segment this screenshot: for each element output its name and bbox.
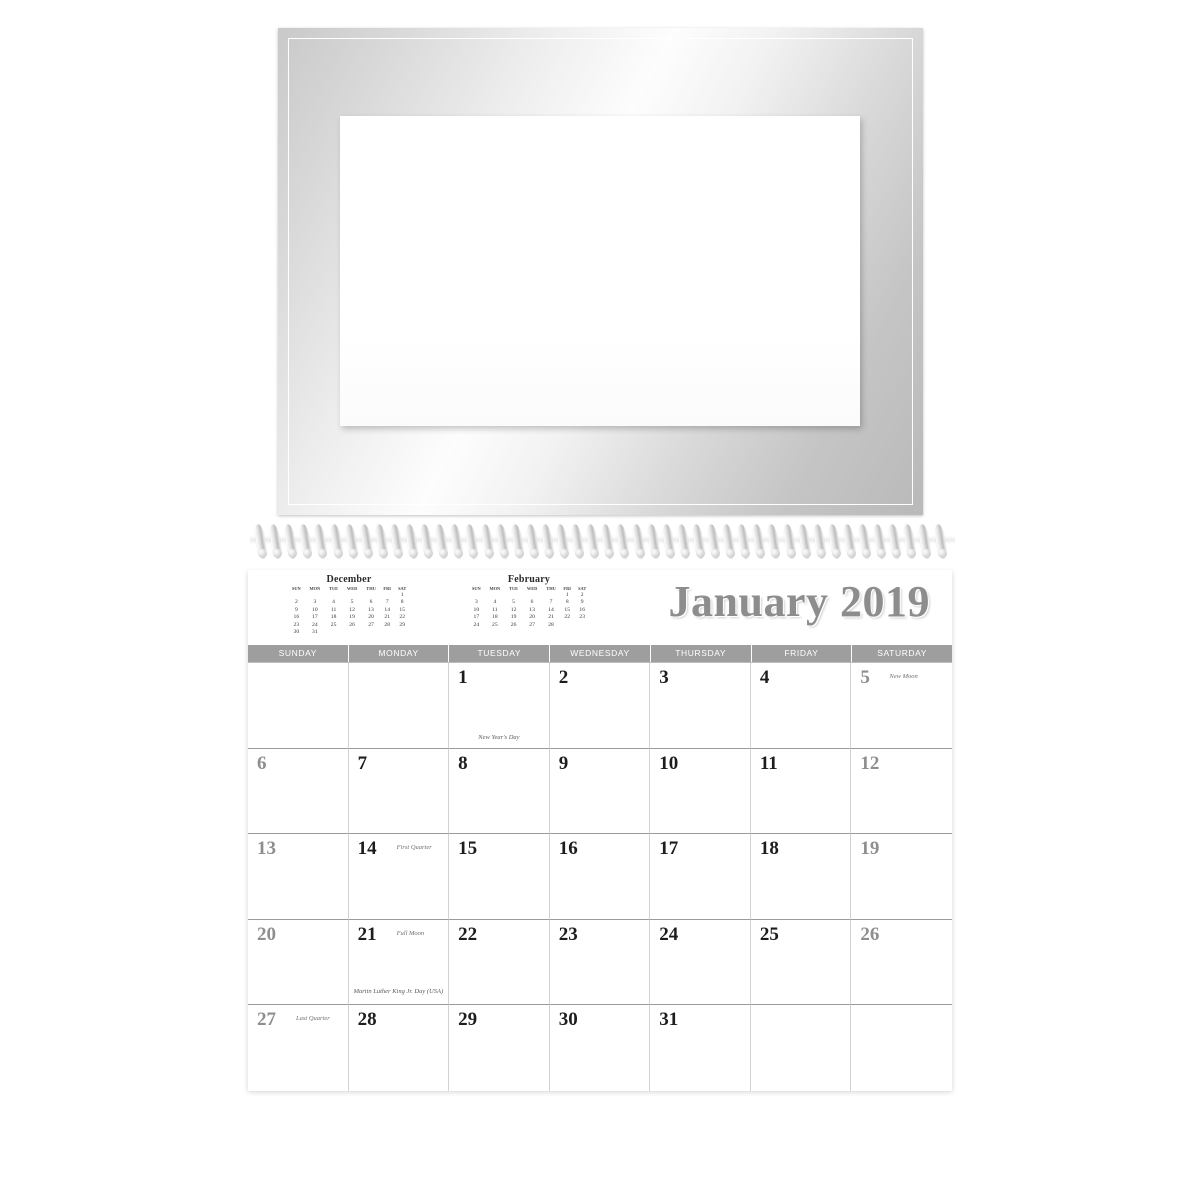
day-cell-27[interactable]	[248, 1005, 349, 1091]
day-cell-8[interactable]	[449, 749, 550, 835]
weekday-header-sunday: SUNDAY	[248, 645, 349, 662]
day-number: 9	[558, 752, 569, 774]
mini-day-cell: 11	[492, 606, 498, 613]
mini-weekday: WED	[526, 586, 538, 591]
mini-day-cell	[305, 592, 325, 599]
mini-weekday: FRI	[383, 586, 391, 591]
mini-day-cell	[394, 629, 410, 636]
mini-day-cell	[505, 592, 522, 599]
mini-day-cell: 4	[332, 599, 335, 606]
day-cell-3[interactable]	[650, 663, 751, 749]
mini-day-cell: 18	[492, 614, 498, 621]
mini-day-cell: 9	[294, 606, 298, 613]
mini-weekday: FRI	[563, 586, 571, 591]
mini-day-cell	[380, 629, 394, 636]
mini-month-february	[468, 574, 590, 636]
mini-day-cell: 16	[293, 614, 300, 621]
mini-day-cell: 7	[549, 599, 553, 606]
moon-phase-label: First Quarter	[396, 844, 432, 852]
mini-month-table	[468, 586, 590, 629]
spiral-coil	[661, 524, 675, 559]
weekday-header-thursday: THURSDAY	[651, 645, 752, 662]
mini-day-cell: 21	[384, 614, 390, 621]
mini-day-cell: 2	[294, 599, 298, 606]
mini-day-cell: 30	[293, 629, 300, 636]
mini-day-cell: 14	[548, 606, 554, 613]
spiral-binding	[250, 520, 955, 568]
mini-week-row	[288, 622, 410, 629]
mini-week-row	[288, 629, 410, 636]
day-cell-26[interactable]	[851, 920, 952, 1006]
day-number: 21	[357, 923, 377, 945]
mini-day-cell: 24	[312, 621, 318, 628]
weekday-header-monday: MONDAY	[349, 645, 450, 662]
day-cell-21[interactable]	[349, 920, 450, 1006]
weekday-header-friday: FRIDAY	[752, 645, 853, 662]
day-cell-14[interactable]	[349, 834, 450, 920]
day-number: 18	[759, 838, 779, 860]
mini-day-cell: 20	[529, 614, 535, 621]
mini-day-cell: 22	[564, 614, 570, 621]
mini-day-cell: 10	[312, 606, 318, 613]
spiral-coil	[646, 524, 660, 559]
day-number: 24	[659, 923, 679, 945]
day-cell-20[interactable]	[248, 920, 349, 1006]
mini-day-cell: 15	[399, 606, 405, 613]
mini-day-cell: 15	[564, 606, 570, 613]
day-number: 29	[458, 1009, 478, 1031]
day-cell-28[interactable]	[349, 1005, 450, 1091]
day-number: 12	[860, 752, 880, 774]
day-cell-19[interactable]	[851, 834, 952, 920]
day-number: 7	[357, 752, 368, 774]
mini-week-row	[468, 599, 590, 606]
mini-day-cell	[288, 592, 305, 599]
mini-week-row	[468, 607, 590, 614]
spiral-coil	[480, 524, 494, 559]
day-number: 13	[257, 838, 276, 860]
mini-day-cell: 19	[349, 614, 355, 621]
day-cell-11[interactable]	[751, 749, 852, 835]
moon-phase-label: Last Quarter	[296, 1015, 330, 1023]
day-number: 11	[759, 752, 778, 774]
mini-day-cell: 26	[349, 621, 355, 628]
mini-day-cell: 6	[530, 599, 534, 606]
day-number: 6	[257, 752, 267, 774]
mini-week-row	[288, 599, 410, 606]
mini-weekday: SAT	[398, 586, 407, 591]
day-cell-1[interactable]	[449, 663, 550, 749]
mini-day-cell: 18	[330, 614, 337, 621]
mini-day-cell	[325, 592, 342, 599]
day-number: 27	[257, 1009, 276, 1031]
weekday-header-wednesday: WEDNESDAY	[550, 645, 651, 662]
mini-day-cell: 22	[399, 614, 405, 621]
mini-day-cell	[522, 592, 542, 599]
calendar-sheet	[248, 570, 952, 1090]
day-number: 3	[659, 667, 669, 688]
spiral-coil	[812, 524, 826, 559]
day-number: 25	[759, 923, 779, 945]
mini-day-cell: 6	[369, 599, 373, 606]
day-number: 28	[357, 1009, 377, 1031]
day-cell-12[interactable]	[851, 749, 952, 835]
day-number: 15	[458, 838, 478, 860]
mini-day-cell: 7	[385, 599, 389, 606]
mini-day-cell	[574, 622, 590, 629]
mini-day-cell: 23	[579, 614, 585, 621]
day-number: 23	[558, 923, 578, 945]
mini-day-cell: 31	[312, 629, 318, 636]
mini-day-cell: 14	[384, 606, 390, 613]
mini-day-cell: 13	[368, 606, 374, 613]
mini-day-cell: 17	[312, 614, 318, 621]
day-cell-30[interactable]	[550, 1005, 651, 1091]
day-cell-9[interactable]	[550, 749, 651, 835]
mini-month-table	[288, 586, 410, 636]
day-cell-empty	[248, 663, 349, 749]
day-number: 22	[458, 923, 478, 945]
mini-day-cell: 27	[368, 621, 374, 628]
mini-weekday: WED	[346, 586, 358, 591]
mini-day-cell	[362, 592, 380, 599]
mini-day-cell: 10	[473, 606, 480, 613]
mini-day-cell	[542, 592, 560, 599]
mini-week-row	[288, 607, 410, 614]
mini-day-cell: 9	[580, 599, 584, 606]
mini-day-cell: 21	[548, 614, 554, 621]
mini-day-cell: 23	[293, 621, 300, 628]
day-number: 14	[357, 838, 377, 860]
weekday-header-row	[248, 645, 952, 662]
mini-weekday: TUE	[329, 586, 339, 591]
mini-day-cell: 12	[349, 606, 355, 613]
day-cell-22[interactable]	[449, 920, 550, 1006]
day-number: 17	[659, 838, 679, 860]
photo-image-placeholder	[340, 116, 860, 426]
spiral-coil	[495, 524, 509, 559]
day-cell-23[interactable]	[550, 920, 651, 1006]
weekday-header-tuesday: TUESDAY	[449, 645, 550, 662]
day-cell-15[interactable]	[449, 834, 550, 920]
day-cell-16[interactable]	[550, 834, 651, 920]
day-number: 4	[759, 667, 770, 688]
mini-weekday: SAT	[578, 586, 587, 591]
moon-phase-label: New Moon	[889, 673, 918, 680]
mini-day-cell: 3	[474, 599, 478, 606]
spiral-coil	[933, 524, 947, 559]
day-number: 20	[257, 923, 276, 945]
mini-week-row	[468, 622, 590, 629]
mini-month-december	[288, 574, 410, 636]
mini-week-row	[468, 592, 590, 599]
mini-day-cell: 26	[510, 621, 517, 628]
month-title: January 2019	[668, 577, 930, 626]
mini-day-cell: 1	[565, 592, 569, 598]
mini-day-cell: 2	[580, 592, 584, 598]
mini-day-cell: 24	[473, 621, 480, 628]
mini-day-cell	[468, 592, 485, 599]
day-cell-29[interactable]	[449, 1005, 550, 1091]
day-number: 31	[659, 1009, 679, 1031]
day-number: 26	[860, 923, 880, 945]
spiral-coil	[510, 524, 524, 559]
holiday-label: New Year's Day	[478, 733, 520, 741]
mini-day-cell	[342, 592, 362, 599]
mini-weekday: MON	[489, 586, 501, 591]
moon-phase-label: Full Moon	[396, 929, 425, 937]
day-cell-5[interactable]	[851, 663, 952, 749]
day-cell-2[interactable]	[550, 663, 651, 749]
day-cell-17[interactable]	[650, 834, 751, 920]
mini-day-cell: 28	[548, 621, 554, 628]
spiral-coil	[631, 524, 645, 559]
mini-weekday: SUN	[291, 586, 301, 591]
mini-day-cell: 5	[350, 599, 354, 606]
day-cell-empty	[349, 663, 450, 749]
day-number: 2	[558, 667, 569, 688]
day-cell-25[interactable]	[751, 920, 852, 1006]
day-cell-24[interactable]	[650, 920, 751, 1006]
spiral-coil	[782, 524, 796, 559]
day-number: 19	[860, 838, 880, 860]
mini-day-cell: 11	[330, 606, 337, 613]
mini-day-cell: 8	[400, 599, 404, 606]
mini-day-cell: 16	[579, 606, 585, 613]
day-cell-4[interactable]	[751, 663, 852, 749]
weekday-header-saturday: SATURDAY	[877, 648, 928, 658]
mini-day-cell: 28	[384, 621, 390, 628]
day-number: 8	[458, 752, 468, 774]
mini-weekday: THU	[546, 586, 556, 591]
day-number: 16	[558, 838, 578, 860]
mini-day-cell	[362, 629, 380, 636]
mini-week-row	[288, 592, 410, 599]
mini-day-cell	[325, 629, 342, 636]
mini-day-cell: 29	[399, 621, 405, 628]
mini-day-cell: 3	[313, 599, 317, 606]
calendar-grid	[248, 662, 952, 1091]
mini-week-row	[468, 614, 590, 621]
day-cell-empty	[851, 1005, 952, 1091]
mini-day-cell	[342, 629, 362, 636]
mini-day-cell: 20	[368, 614, 374, 621]
day-cell-18[interactable]	[751, 834, 852, 920]
mini-week-row	[288, 614, 410, 621]
mini-day-cell: 8	[565, 599, 569, 606]
mini-weekday: TUE	[509, 586, 519, 591]
spiral-coil	[329, 524, 343, 559]
mini-day-cell: 27	[529, 621, 535, 628]
photo-panel	[278, 28, 923, 515]
mini-day-cell	[560, 622, 574, 629]
mini-months	[288, 574, 590, 636]
mini-weekday: THU	[366, 586, 376, 591]
day-cell-7[interactable]	[349, 749, 450, 835]
day-cell-13[interactable]	[248, 834, 349, 920]
spiral-coil	[344, 524, 358, 559]
spiral-coil	[359, 524, 373, 559]
mini-day-cell	[380, 592, 394, 599]
mini-day-cell: 5	[512, 599, 515, 606]
mini-day-cell: 12	[510, 606, 517, 613]
spiral-coil	[797, 524, 811, 559]
day-number: 10	[659, 752, 679, 774]
day-cell-10[interactable]	[650, 749, 751, 835]
day-number: 1	[458, 667, 468, 688]
mini-day-cell: 25	[330, 621, 337, 628]
day-cell-6[interactable]	[248, 749, 349, 835]
mini-day-cell	[485, 592, 505, 599]
mini-month-title: December	[326, 574, 372, 585]
mini-month-title: February	[507, 574, 551, 585]
day-number: 5	[860, 667, 870, 688]
mini-day-cell: 19	[510, 614, 517, 621]
holiday-label: Martin Luther King Jr. Day (USA)	[353, 988, 444, 996]
mini-day-cell: 4	[493, 599, 497, 606]
day-cell-empty	[751, 1005, 852, 1091]
day-cell-31[interactable]	[650, 1005, 751, 1091]
mini-weekday: SUN	[471, 586, 481, 591]
mini-day-cell: 25	[492, 621, 498, 628]
mini-day-cell: 17	[473, 614, 480, 621]
mini-day-cell: 13	[529, 606, 535, 613]
mini-day-cell: 1	[400, 592, 404, 598]
day-number: 30	[558, 1009, 578, 1031]
mini-weekday: MON	[309, 586, 321, 591]
